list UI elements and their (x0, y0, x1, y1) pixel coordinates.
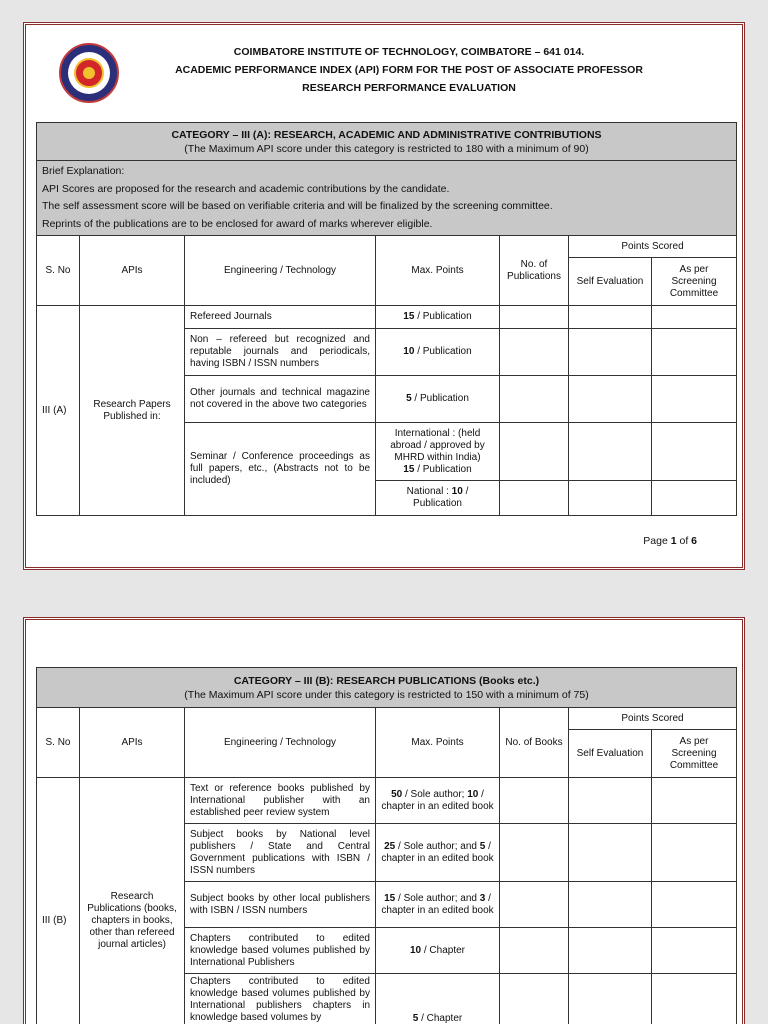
input-cell[interactable] (569, 928, 652, 974)
input-cell[interactable] (569, 974, 652, 1024)
input-cell[interactable] (652, 974, 737, 1024)
table-row: Non – refereed but recognized and reputable journals and periodicals, having ISBN / ISSN numbers 10 / Publication (37, 329, 737, 376)
input-cell[interactable] (569, 306, 652, 329)
category-subtitle: (The Maximum API score under this category is restricted to 180 with a minimum of 90) (184, 142, 589, 155)
input-cell[interactable] (569, 824, 652, 882)
col-apis: APIs (80, 708, 185, 778)
table-row: III (A) Research Papers Published in: Refereed Journals 15 / Publication (37, 306, 737, 329)
col-points-scored: Points Scored (569, 236, 737, 258)
input-cell[interactable] (652, 423, 737, 481)
api-table-3b (36, 667, 737, 1024)
table-row: Seminar / Conference proceedings as full papers, etc., (Abstracts not to be included) International : (held abroad / approved by MHRD within India) 15 / Publication (37, 423, 737, 481)
col-engineering: Engineering / Technology (185, 236, 376, 306)
col-committee: As per Screening Committee (652, 258, 737, 306)
input-cell[interactable] (652, 481, 737, 516)
table-row: National : 10 / Publication (37, 481, 737, 516)
document-page-1 (23, 22, 745, 570)
header-line-3: RESEARCH PERFORMANCE EVALUATION (302, 82, 516, 94)
input-cell[interactable] (652, 778, 737, 824)
col-engineering: Engineering / Technology (185, 708, 376, 778)
input-cell[interactable] (569, 376, 652, 423)
col-apis: APIs (80, 236, 185, 306)
input-cell[interactable] (652, 306, 737, 329)
page-number: Page 1 of 6 (643, 535, 697, 547)
input-cell[interactable] (500, 329, 569, 376)
input-cell[interactable] (569, 481, 652, 516)
table-row: III (B) Research Publications (books, chapters in books, other than refereed journal articles) Text or reference books published by International publisher with an established peer review system 50 / Sole author; 10 / chapter in an edited book (37, 778, 737, 824)
category-title: CATEGORY – III (B): RESEARCH PUBLICATIONS (Books etc.) (233, 674, 540, 687)
document-page-2 (23, 617, 745, 1024)
col-max-points: Max. Points (376, 236, 500, 306)
input-cell[interactable] (652, 928, 737, 974)
header-line-1: COIMBATORE INSTITUTE OF TECHNOLOGY, COIMBATORE – 641 014. (233, 46, 585, 58)
table-row: Other journals and technical magazine not covered in the above two categories 5 / Publication (37, 376, 737, 423)
input-cell[interactable] (652, 882, 737, 928)
input-cell[interactable] (500, 306, 569, 329)
col-count: No. of Books (500, 708, 569, 778)
category-header (37, 668, 737, 708)
input-cell[interactable] (500, 423, 569, 481)
input-cell[interactable] (569, 778, 652, 824)
input-cell[interactable] (569, 882, 652, 928)
input-cell[interactable] (500, 481, 569, 516)
table-row: Chapters contributed to edited knowledge based volumes published by International Publishers 10 / Chapter (37, 928, 737, 974)
row-api: Research Publications (books, chapters in books, other than refereed journal articles) (80, 778, 185, 1024)
category-title: CATEGORY – III (A): RESEARCH, ACADEMIC AND ADMINISTRATIVE CONTRIBUTIONS (171, 128, 602, 141)
category-subtitle: (The Maximum API score under this category is restricted to 150 with a minimum of 75) (184, 688, 589, 701)
input-cell[interactable] (500, 824, 569, 882)
col-committee: As per Screening Committee (652, 730, 737, 778)
col-self-evaluation: Self Evaluation (569, 730, 652, 778)
brief-explanation: Brief Explanation: API Scores are proposed for the research and academic contributions by the candidate. The self assessment score will be based on verifiable criteria and will be finalized by the screening committee. Reprints of the publications are to be enclosed for award of marks wherever eligible. (37, 161, 737, 236)
input-cell[interactable] (569, 423, 652, 481)
input-cell[interactable] (500, 974, 569, 1024)
col-points-scored: Points Scored (569, 708, 737, 730)
header-line-2: ACADEMIC PERFORMANCE INDEX (API) FORM FOR THE POST OF ASSOCIATE PROFESSOR (175, 64, 643, 76)
category-header (37, 123, 737, 161)
document-header (26, 43, 742, 97)
input-cell[interactable] (652, 824, 737, 882)
input-cell[interactable] (500, 376, 569, 423)
input-cell[interactable] (500, 928, 569, 974)
col-max-points: Max. Points (376, 708, 500, 778)
col-sno: S. No (37, 236, 80, 306)
row-api: Research Papers Published in: (80, 306, 185, 516)
table-row: Chapters contributed to edited knowledge based volumes published by International publishers chapters in knowledge based volumes by 5 / Chapter (37, 974, 737, 1024)
input-cell[interactable] (652, 329, 737, 376)
api-table-3a (36, 122, 737, 516)
input-cell[interactable] (500, 882, 569, 928)
input-cell[interactable] (500, 778, 569, 824)
input-cell[interactable] (569, 329, 652, 376)
row-sno: III (A) (37, 306, 80, 516)
col-count: No. of Publications (500, 236, 569, 306)
col-self-evaluation: Self Evaluation (569, 258, 652, 306)
table-row: Subject books by National level publishers / State and Central Government publications with ISBN / ISSN numbers 25 / Sole author; and 5 / chapter in an edited book (37, 824, 737, 882)
row-sno: III (B) (37, 778, 80, 1024)
table-row: Subject books by other local publishers with ISBN / ISSN numbers 15 / Sole author; and 3 / chapter in an edited book (37, 882, 737, 928)
col-sno: S. No (37, 708, 80, 778)
input-cell[interactable] (652, 376, 737, 423)
